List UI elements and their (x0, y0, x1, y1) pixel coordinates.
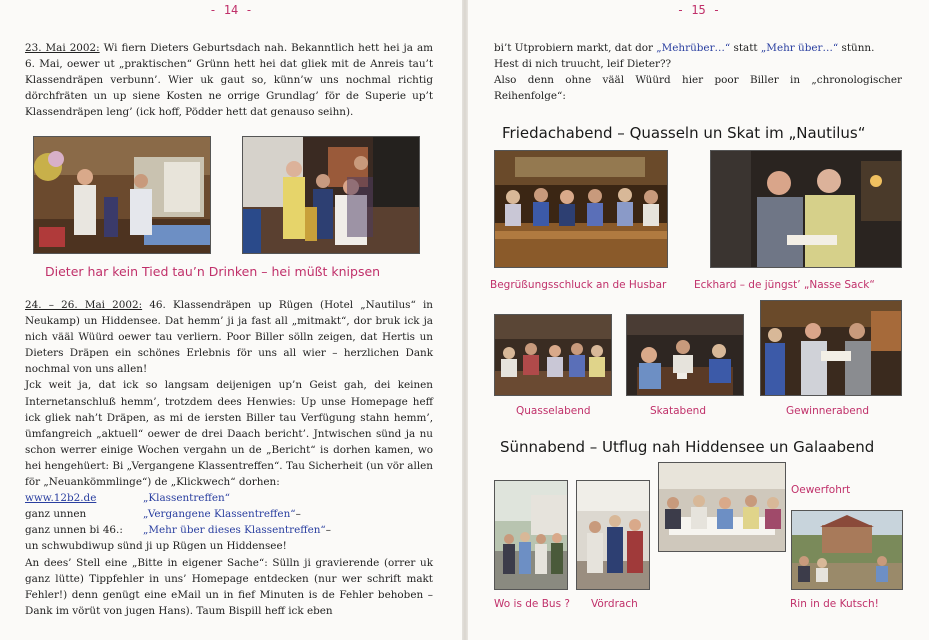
paragraph-meeting (25, 297, 433, 619)
caption-quasselabend: Quasselabend (516, 405, 591, 417)
photo-quasselabend-image (495, 315, 611, 395)
heading-friday: Friedachabend – Quasseln un Skat im „Nautilus“ (502, 124, 866, 142)
intro-text (494, 40, 902, 104)
intro-line-3: Also denn ohne vääl Wüürd hier poor Biller in „chronologischer Reihenfolge“: (494, 74, 902, 103)
heading-saturday: Sünnabend – Utflug nah Hiddensee un Galaabend (500, 438, 875, 456)
photo-voerdrach-image (577, 481, 649, 589)
caption-eckhard: Eckhard – de jüngst’ „Nasse Sack“ (694, 279, 875, 291)
nav-row-3-tail: – (325, 524, 331, 537)
photo-party-group (242, 136, 420, 254)
intro-part-c: statt (730, 42, 761, 54)
nav-row-1 (25, 490, 433, 506)
caption-voerdrach: Vördrach (591, 598, 638, 610)
caption-gewinnerabend: Gewinnerabend (786, 405, 870, 417)
photo-galaabend-image (659, 463, 785, 551)
nav-vergangene: „Vergangene Klassentreffen“ (143, 508, 296, 521)
nav-mehr-ueber: „Mehr über dieses Klassentreffen“ (143, 524, 326, 537)
intro-part-d: „Mehr über…“ (760, 42, 839, 54)
text-birthday: Wi fiern Dieters Geburtsdach nah. Bekanntlich hett hei ja am 6. Mai, oewer ut „praktischen“ Grünn hett hei dat gliek mit de Anreis tau’t Klassendräpen verbunn’. Wier uk gaut so, künn’w uns nochmal richtig dörchfräten un up siene Kosten ne orrige Grundlag’ för de Superie up’t Klassendräpen leng’ (ick hoff, Pödder hett dat genauso seihn). (25, 42, 433, 119)
intro-part-e: stünn. (838, 42, 875, 54)
text-homepage-notice: Jck weit ja, dat ick so langsam deijenigen up’n Geist gah, dei keinen Internetanschluß hemm’, trotzdem dees Henwies: Up unse Homepage heff ick gliek nah’t Dräpen, as mi de iersten Biller tau Verfügung stahn hemm’, ümfangreich „aktuell“ oewer de drei Daach bericht’. Jntwischen sünd ja nu schon werrer einige Wochen vergahn un de „Bericht“ is dorhen kamen, wo hei hengehüert: Bi „Vergangene Klassentreffen“. Tau Sicherheit (un vör allen för „Neuankömmlinge“) de „Klickwech“ dorhen: (25, 379, 433, 489)
caption-skatabend: Skatabend (650, 405, 706, 417)
nav-row-3 (25, 522, 433, 538)
photo-skatabend-image (627, 315, 743, 395)
photo-bus (494, 480, 568, 590)
photo-voerdrach (576, 480, 650, 590)
nav-row-2-label: ganz unnen (25, 508, 87, 521)
text-schwubdiwup: un schwubdiwup sünd ji up Rügen un Hiddensee! (25, 540, 287, 553)
intro-part-a: bi’t Utprobiern markt, dat dor (494, 42, 657, 54)
photo-party-group-image (243, 137, 419, 253)
photo-husbar (494, 150, 668, 268)
photo-quasselabend (494, 314, 612, 396)
paragraph-birthday (25, 40, 433, 120)
photo-kutsch-image (792, 511, 902, 589)
caption-kutsch: Rin in de Kutsch! (790, 598, 879, 610)
photo-husbar-image (495, 151, 667, 267)
date-birthday: 23. Mai 2002: (25, 42, 100, 54)
photo-gewinnerabend-image (761, 301, 901, 395)
photo-galaabend (658, 462, 786, 552)
intro-part-b: „Mehrüber…“ (656, 42, 731, 54)
right-page (468, 0, 929, 640)
page-number-left: - 14 - (209, 3, 253, 17)
date-meeting: 24. – 26. Mai 2002: (25, 299, 143, 311)
photo-gewinnerabend (760, 300, 902, 396)
photo-eckhard (710, 150, 902, 268)
photo-bus-image (495, 481, 567, 589)
photo-skatabend (626, 314, 744, 396)
nav-klassentreffen: „Klassentreffen“ (143, 492, 230, 505)
photo-birthday-dinner-image (34, 137, 210, 253)
caption-husbar: Begrüßungsschluck an de Husbar (490, 279, 667, 291)
photo-eckhard-image (711, 151, 901, 267)
caption-bus: Wo is de Bus ? (494, 598, 570, 610)
caption-birthday: Dieter har kein Tied tau’n Drinken – hei müßt knipsen (45, 264, 381, 279)
nav-row-2-tail: – (295, 508, 301, 521)
left-page (0, 0, 462, 640)
page-number-right: - 15 - (676, 3, 721, 17)
nav-row-2 (25, 506, 433, 522)
text-bitte: An dees’ Stell eine „Bitte in eigener Sache“: Sülln ji gravierende (orrer uk ganz lütte) Tippfehler in uns’ Homepage entdecken (nur wer schrift makt Fehler!) denn genügt eine eMail un in fief Minuten is de Fehler behoben – Dank im vörüt von jugen Hans). Taum Bispill heff ick eben (25, 556, 433, 617)
nav-row-3-label: ganz unnen bi 46.: (25, 524, 123, 537)
text-meeting: 46. Klassendräpen up Rügen (Hotel „Nautilus“ in Neukamp) un Hiddensee. Dat hemm’ ji ja fast all „mitmakt“, dor bruk ick ja nich vääl Wüürd oewer tau verliern. Poor Biller sölln zeigen, dat Hertis un Dieters Dräpen ein schönes Erlebnis för uns all wier – herzlichen Dank nochmal von uns allen! (25, 299, 433, 376)
photo-kutsch (791, 510, 903, 590)
caption-oewerfohrt: Oewerfohrt (791, 484, 851, 496)
homepage-link[interactable]: www.12b2.de (25, 492, 97, 505)
photo-birthday-dinner (33, 136, 211, 254)
intro-line-2: Hest di nich truucht, leif Dieter?? (494, 58, 672, 71)
